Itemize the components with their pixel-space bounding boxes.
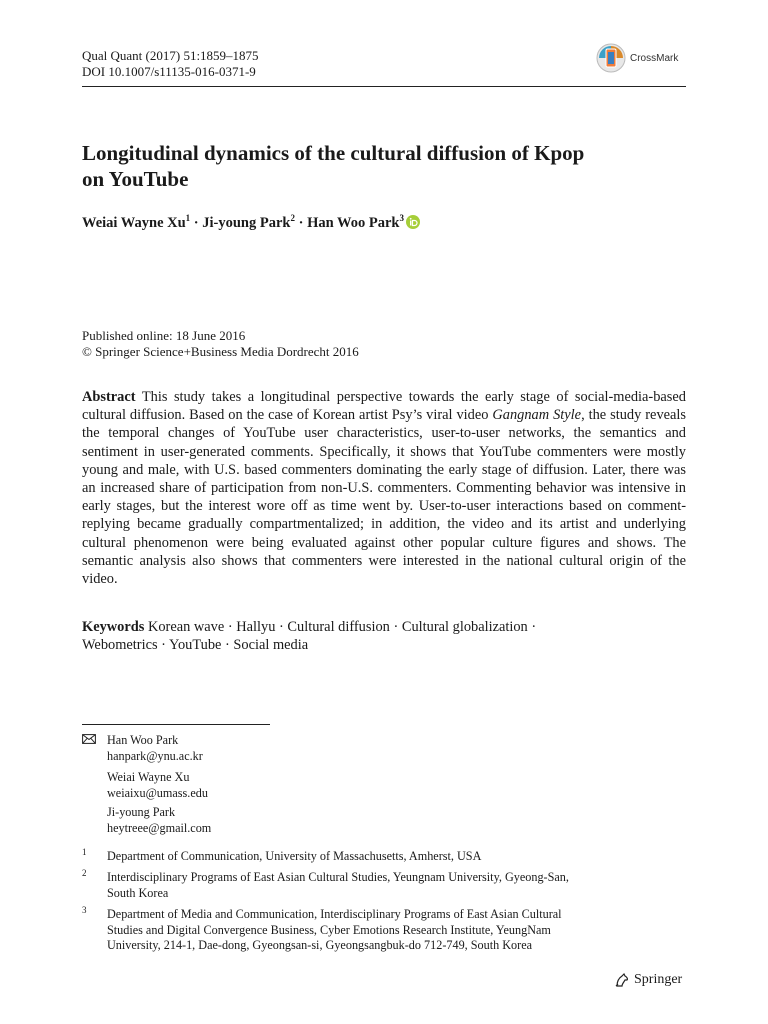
- contact-email[interactable]: heytreee@gmail.com: [107, 820, 212, 835]
- header-divider: [82, 86, 686, 87]
- contact-block: [107, 805, 211, 836]
- publisher-name: Springer: [634, 972, 683, 987]
- affiliation-line: University, 214-1, Dae-dong, Gyeongsan-si, Gyeongsangbuk-do 712-749, South Korea: [107, 938, 533, 952]
- author-name[interactable]: Ji-young Park: [202, 214, 291, 231]
- author-name[interactable]: Han Woo Park: [307, 214, 400, 231]
- keywords-line-1: Korean wave · Hallyu · Cultural diffusion · Cultural globalization ·: [144, 619, 537, 635]
- title-line-2: on YouTube: [82, 167, 189, 191]
- keywords-line-2: Webometrics · YouTube · Social media: [82, 637, 309, 654]
- article-title: [82, 140, 686, 192]
- affiliation: [107, 907, 562, 954]
- published-date: Published online: 18 June 2016: [82, 328, 246, 343]
- author-affil-ref: 3: [399, 213, 404, 223]
- crossmark-badge[interactable]: [596, 42, 688, 74]
- keywords: [82, 618, 686, 654]
- abstract-italic-title: Gangnam Style: [492, 407, 582, 424]
- author-affil-ref: 1: [185, 213, 191, 223]
- crossmark-icon: [596, 43, 626, 73]
- doi[interactable]: DOI 10.1007/s11135-016-0371-9: [82, 64, 256, 79]
- affiliation-number: 2: [82, 868, 87, 878]
- contact-name: Weiai Wayne Xu: [107, 770, 190, 784]
- affiliation: [107, 849, 481, 865]
- abstract-text-part-2: , the study reveals the temporal changes of YouTube user characteristics, user-to-user networks, the semantics and sentiment in user-generated comments. Specifically, it shows that YouTube commenters were mostly young and male, with U.S. based commenters dominating the early stage of diffusion. Later, there was an increased share of participation from non-U.S. commenters. Commenting behavior was intensive in early stages, but the interest wore off as time went by. User-to-user interactions based on comment-replying became gradually compartmentalized; in addition, the video and its artist and underlying cultural phenomenon were being evaluated against other popular culture figures and shows. The semantic analysis also shows that commenters were interested in the national cultural origin of the video.: [82, 407, 687, 588]
- contact-email[interactable]: hanpark@ynu.ac.kr: [107, 748, 203, 763]
- orcid-icon[interactable]: [406, 215, 420, 229]
- keywords-label: Keywords: [82, 619, 145, 635]
- contact-block: [107, 770, 208, 801]
- contact-block: [107, 733, 203, 764]
- affiliation-line: Department of Communication, University of Massachusetts, Amherst, USA: [107, 849, 482, 863]
- abstract: [82, 388, 686, 588]
- abstract-text-part-1: This study takes a longitudinal perspective towards the early stage of social-media-based cultural diffusion. Based on the case of Korean artist Psy’s viral video: [82, 389, 686, 424]
- affiliation-number: 1: [82, 847, 87, 857]
- title-line-1: Longitudinal dynamics of the cultural diffusion of Kpop: [82, 141, 585, 165]
- affiliation-number: 3: [82, 905, 87, 915]
- author-separator: ·: [294, 214, 308, 231]
- affiliation-line: Department of Media and Communication, Interdisciplinary Programs of East Asian Cultural: [107, 907, 562, 921]
- contact-name: Han Woo Park: [107, 733, 179, 747]
- author-affil-ref: 2: [290, 213, 295, 223]
- contact-email[interactable]: weiaixu@umass.edu: [107, 785, 208, 800]
- affiliation-line: Interdisciplinary Programs of East Asian Cultural Studies, Yeungnam University, Gyeong-San,: [107, 870, 569, 884]
- publisher-logo: [614, 972, 682, 988]
- journal-citation: Qual Quant (2017) 51:1859–1875: [82, 48, 259, 63]
- abstract-label: Abstract: [82, 389, 136, 405]
- affiliation: [107, 870, 569, 901]
- copyright: © Springer Science+Business Media Dordrecht 2016: [82, 344, 359, 359]
- springer-horse-icon: [614, 972, 630, 988]
- author-list: [82, 208, 420, 233]
- crossmark-label: CrossMark: [630, 52, 679, 64]
- author-separator: ·: [190, 214, 203, 231]
- contact-name: Ji-young Park: [107, 805, 176, 819]
- journal-reference: [82, 48, 259, 80]
- affiliation-line: Studies and Digital Convergence Business, Cyber Emotions Research Institute, YeungNam: [107, 922, 551, 937]
- mail-icon: [82, 734, 96, 744]
- author-name[interactable]: Weiai Wayne Xu: [82, 214, 186, 231]
- footnote-divider: [82, 724, 270, 725]
- publication-info: [82, 328, 359, 360]
- affiliation-line: South Korea: [107, 885, 169, 900]
